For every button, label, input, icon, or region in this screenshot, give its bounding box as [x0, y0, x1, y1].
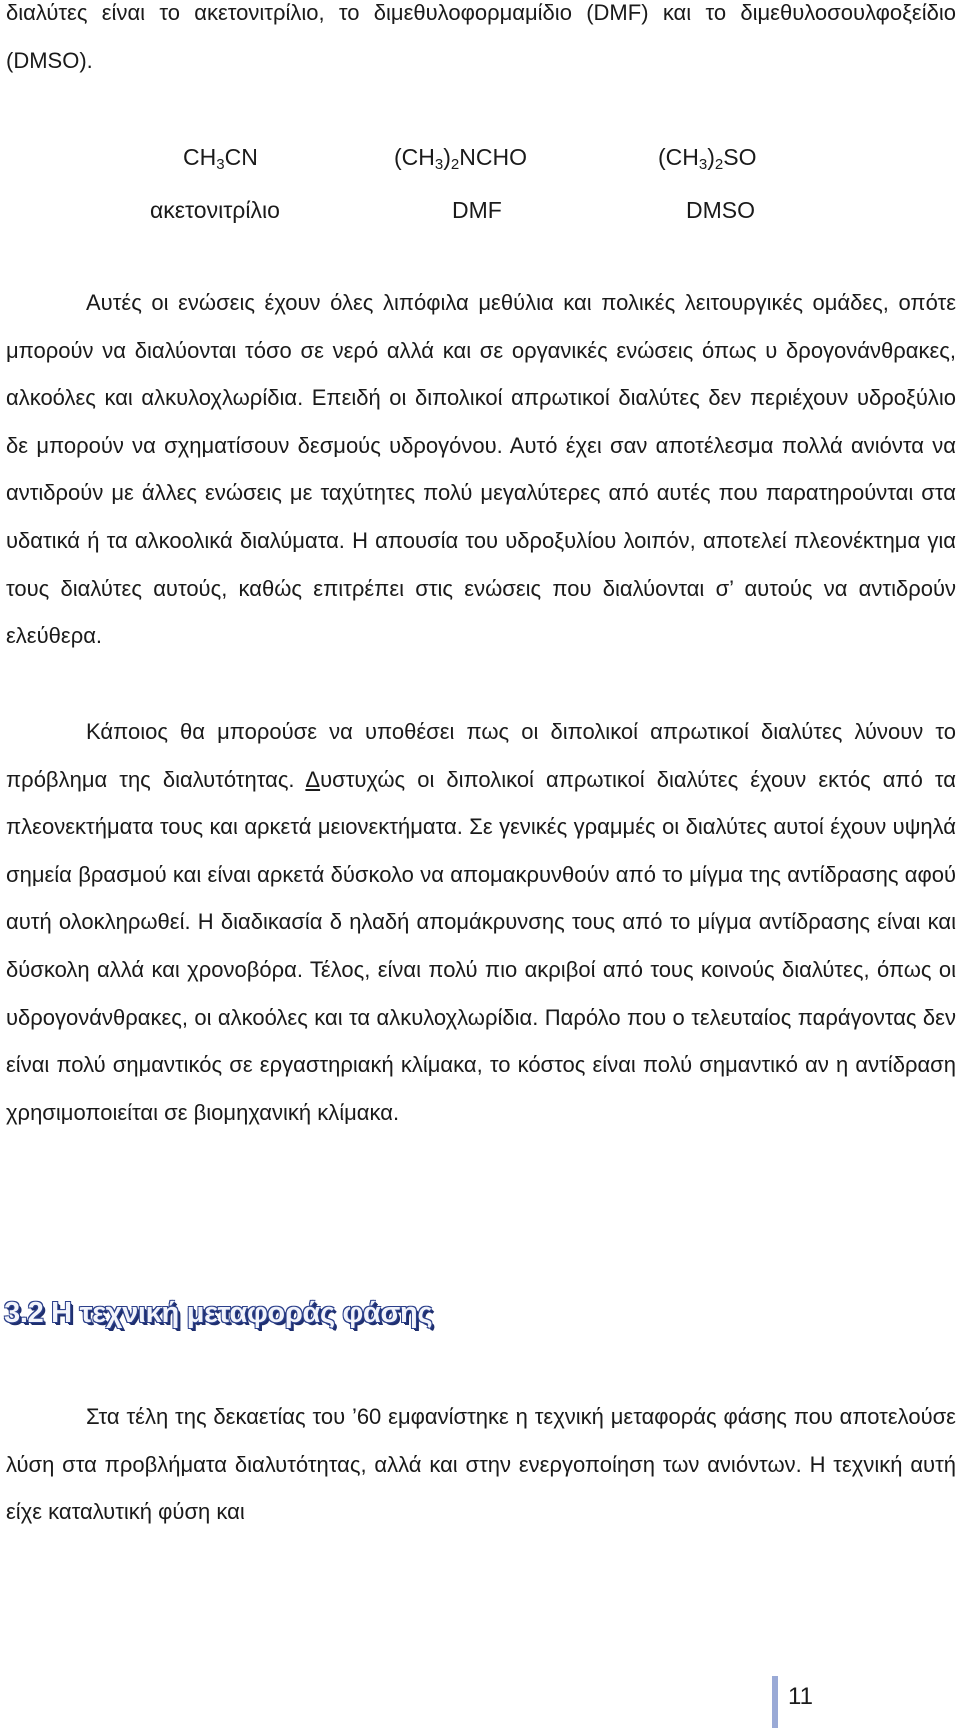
name-acetonitrile: ακετονιτρίλιο	[150, 197, 280, 223]
paragraph-3-text: Στα τέλη της δεκαετίας του ’60 εμφανίστηκε η τεχνική μεταφοράς φάσης που αποτελούσε λύση στα προβλήματα διαλυτότητας, αλλά και στην ενεργοποίηση των ανιόντων. Η τεχνική αυτή είχε καταλυτική φύση και	[6, 1404, 956, 1525]
formula-dmso: $(CH_3)_2SO$	[658, 144, 757, 173]
intro-paragraph	[6, 0, 956, 84]
formula-acetonitrile: $CH_3CN$	[183, 144, 258, 173]
formula-dmf: $(CH_3)_2NCHO$	[394, 144, 527, 173]
paragraph-2-text-b: υστυχώς οι διπολικοί απρωτικοί διαλύτες έχουν εκτός από τα πλεονεκτήματα τους και αρκετά μειονεκτήματα. Σε γενικές γραμμές οι διαλύτες αυτοί έχουν υψηλά σημεία βρασμού και είναι αρκετά δύσκολο να απομακρυνθούν από το μίγμα της αντίδρασης αφού αυτή ολοκληρωθεί. Η διαδικασία δ ηλαδή απομάκρυνσης τους από το μίγμα αντίδρασης είναι και δύσκολη αλλά και χρονοβόρα. Τέλος, είναι πολύ πιο ακριβοί από τους κοινούς διαλύτες, όπως οι υδρογονάνθρακες, οι αλκοόλες και τα αλκυλοχλωρίδια. Παρόλο που ο τελευταίος παράγοντας δεν είναι πολύ σημαντικός σε εργαστηριακή κλίμακα, το κόστος είναι πολύ σημαντικό αν η αντίδραση χρησιμοποιείται σε βιομηχανική κλίμακα.	[6, 766, 956, 1125]
intro-text: διαλύτες είναι το ακετονιτρίλιο, το διμεθυλοφορμαμίδιο (DMF) και το διμεθυλοσουλφοξείδιο (DMSO).	[6, 0, 956, 73]
paragraph-1-text: Αυτές οι ενώσεις έχουν όλες λιπόφιλα μεθύλια και πολικές λειτουργικές ομάδες, οπότε μπορούν να διαλύονται τόσο σε νερό αλλά και σε οργανικές ενώσεις όπως υ δρογονάνθρακες, αλκοόλες και αλκυλοχλωρίδια. Επειδή οι διπολικοί απρωτικοί διαλύτες δεν περιέχουν υδροξύλιο δε μπορούν να σχηματίσουν δεσμούς υδρογόνου. Αυτό έχει σαν αποτέλεσμα πολλά ανιόντα να αντιδρούν με άλλες ενώσεις με ταχύτητες πολύ μεγαλύτερες από αυτές που παρατηρούνται στα υδατικά ή τα αλκοολικά διαλύματα. Η απουσία του υδροξυλίου λοιπόν, αποτελεί πλεονέκτημα για τους διαλύτες αυτούς, καθώς επιτρέπει στις ενώσεις που διαλύονται σ’ αυτούς να αντιδρούν ελεύθερα.	[6, 290, 956, 649]
paragraph-2-text-a: Κάποιος θα μπορούσε να υποθέσει πως οι διπολικοί απρωτικοί διαλύτες λύνουν το πρόβλημα της διαλυτότητας.	[6, 719, 956, 792]
paragraph-2-underlined-letter: Δ	[305, 766, 321, 792]
name-dmso: DMSO	[686, 197, 755, 223]
paragraph-1	[6, 279, 956, 660]
page-number-bar	[772, 1676, 778, 1728]
section-heading: 3.2 Η τεχνική μεταφοράς φάσης	[4, 1297, 433, 1329]
paragraph-2	[6, 708, 956, 1136]
page-number: 11	[788, 1683, 813, 1710]
name-dmf: DMF	[452, 197, 502, 223]
paragraph-3	[6, 1393, 956, 1536]
